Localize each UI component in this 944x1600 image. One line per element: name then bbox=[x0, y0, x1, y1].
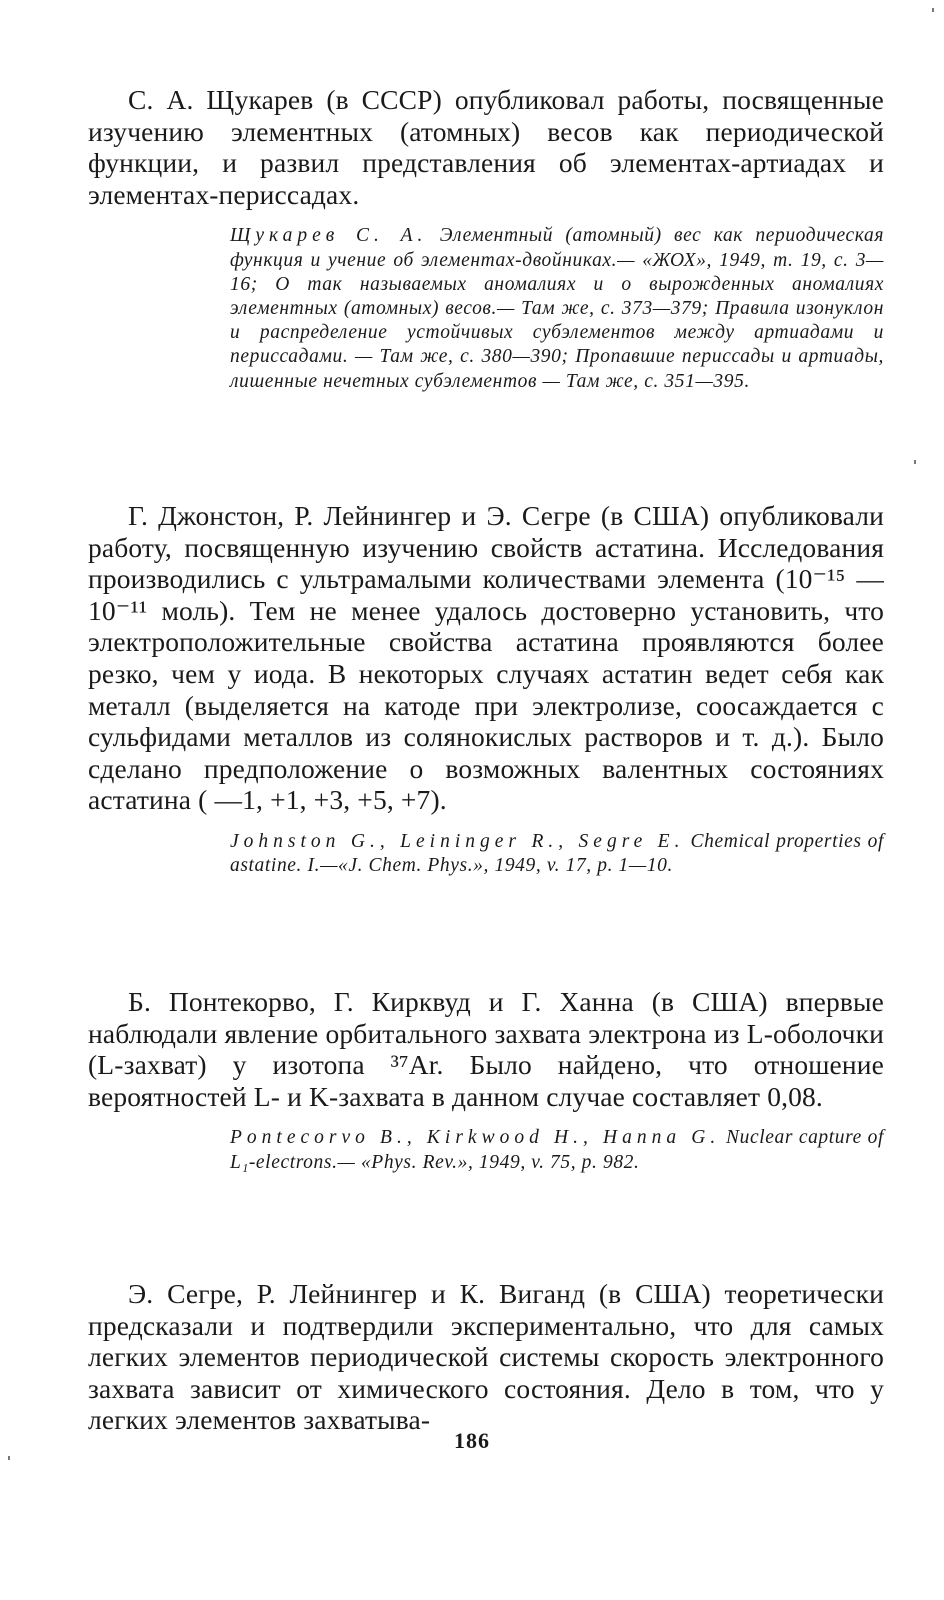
entry-text: Э. Сегре, Р. Лейнингер и К. Виганд (в США) теоретически предсказали и подтвердили экспериментально, что для самых легких элементов периодической системы скорость электронного захвата зависит от химического состояния. Дело в том, что у легких элементов захватыва- bbox=[88, 1278, 884, 1436]
reference-author: Щукарев С. А. bbox=[230, 225, 428, 247]
scan-speck bbox=[914, 460, 916, 464]
entry-shchukarev bbox=[88, 84, 884, 394]
entry-segre bbox=[88, 1278, 884, 1436]
reference-author: Johnston G., Leininger R., Segre E. bbox=[230, 830, 685, 852]
entry-text: С. А. Щукарев (в СССР) опубликовал работы, посвященные изучению элементных (атомных) весов как периодической функции, и развил представления об элементах-артиадах и элементах-периссадах. bbox=[88, 84, 884, 210]
reference bbox=[230, 224, 884, 393]
entry-text: Б. Понтекорво, Г. Кирквуд и Г. Ханна (в США) впервые наблюдали явление орбитального захвата электрона из L-оболочки (L-захват) у изотопа ³⁷Ar. Было найдено, что отношение вероятностей L- и K-захвата в данном случае составляет 0,08. bbox=[88, 986, 884, 1112]
reference-author: Pontecorvo B., Kirkwood H., Hanna G. bbox=[230, 1127, 721, 1149]
reference-text: Элементный (атомный) вес как периодическая функция и учение об элементах-двойниках.— «ЖОХ», 1949, т. 19, с. 3—16; О так называемых аномалиях и о вырожденных аномалиях элементных (атомных) весов.— Там же, с. 373—379; Правила изонуклон и распределение устойчивых субэлементов между артиадами и периссадами. — Там же, с. 380—390; Пропавшие периссады и артиады, лишенные нечетных субэлементов — Там же, с. 351—395. bbox=[230, 225, 884, 392]
reference-text: Chemical properties of astatine. I.—«J. Chem. Phys.», 1949, v. 17, p. 1—10. bbox=[230, 830, 884, 877]
reference bbox=[230, 830, 884, 878]
reference bbox=[230, 1126, 884, 1174]
reference-text: Nuclear capture of L₁-electrons.— «Phys. Rev.», 1949, v. 75, p. 982. bbox=[230, 1127, 885, 1173]
page-number: 186 bbox=[454, 1428, 490, 1453]
scan-speck bbox=[932, 8, 934, 12]
entry-pontecorvo bbox=[88, 986, 884, 1175]
entry-johnston bbox=[88, 500, 884, 878]
scan-speck bbox=[8, 1456, 10, 1460]
entry-text: Г. Джонстон, Р. Лейнингер и Э. Сегре (в США) опубликовали работу, посвященную изучению свойств астатина. Исследования производились с ультрамалыми количествами элемента (10⁻¹⁵ — 10⁻¹¹ моль). Тем не менее удалось достоверно установить, что электроположительные свойства астатина проявляются более резко, чем у иода. В некоторых случаях астатин ведет себя как металл (выделяется на катоде при электролизе, соосаждается с сульфидами металлов из солянокислых растворов и т. д.). Было сделано предположение о возможных валентных состояниях астатина ( —1, +1, +3, +5, +7). bbox=[88, 500, 884, 816]
